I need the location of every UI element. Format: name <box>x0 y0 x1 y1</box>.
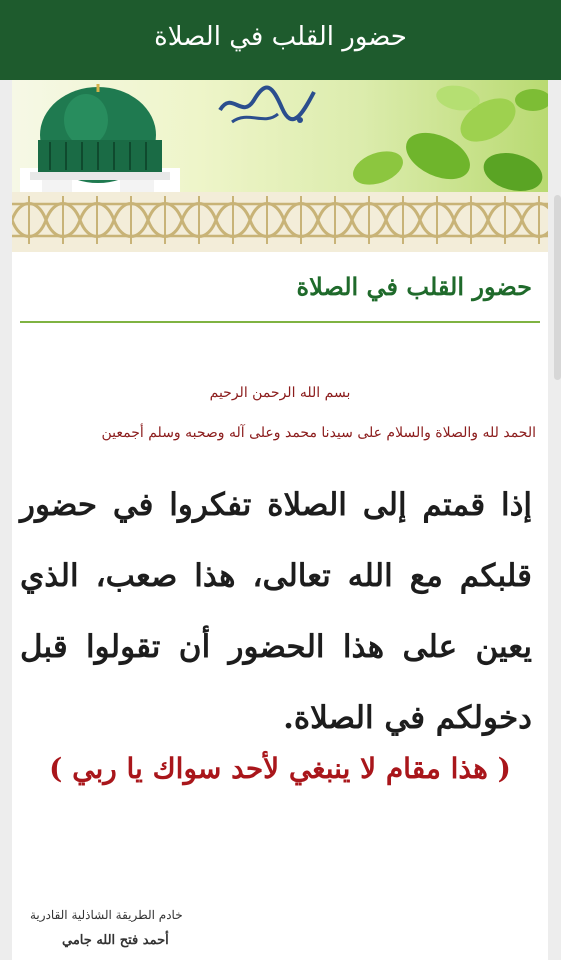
article-page <box>12 80 548 960</box>
article-title: حضور القلب في الصلاة <box>296 272 532 301</box>
opening-praise: الحمد لله والصلاة والسلام على سيدنا محمد وعلى آله وصحبه وسلم أجمعين <box>101 425 536 441</box>
article-body: إذا قمتم إلى الصلاة تفكروا في حضور قلبكم مع الله تعالى، هذا صعب، الذي يعين على هذا الحضور أن تقولوا قبل دخولكم في الصلاة. <box>20 487 532 736</box>
signature-role: خادم الطريقة الشاذلية القادرية <box>30 908 183 922</box>
signature-name: أحمد فتح الله جامي <box>62 933 169 948</box>
header-banner <box>12 80 548 198</box>
app-bar <box>0 0 561 80</box>
leaves-icon <box>338 80 548 198</box>
highlighted-quote: ( هذا مقام لا ينبغي لأحد سواك يا ربي ) <box>49 752 511 785</box>
title-divider <box>20 321 540 323</box>
basmala-text: بسم الله الرحمن الرحيم <box>209 385 351 401</box>
calligraphy-icon <box>212 80 322 130</box>
app-bar-title: حضور القلب في الصلاة <box>154 22 407 52</box>
braid-ornament-icon <box>12 192 548 252</box>
ornamental-border <box>12 192 548 252</box>
green-dome-icon <box>20 80 180 198</box>
scrollbar[interactable] <box>554 195 561 380</box>
